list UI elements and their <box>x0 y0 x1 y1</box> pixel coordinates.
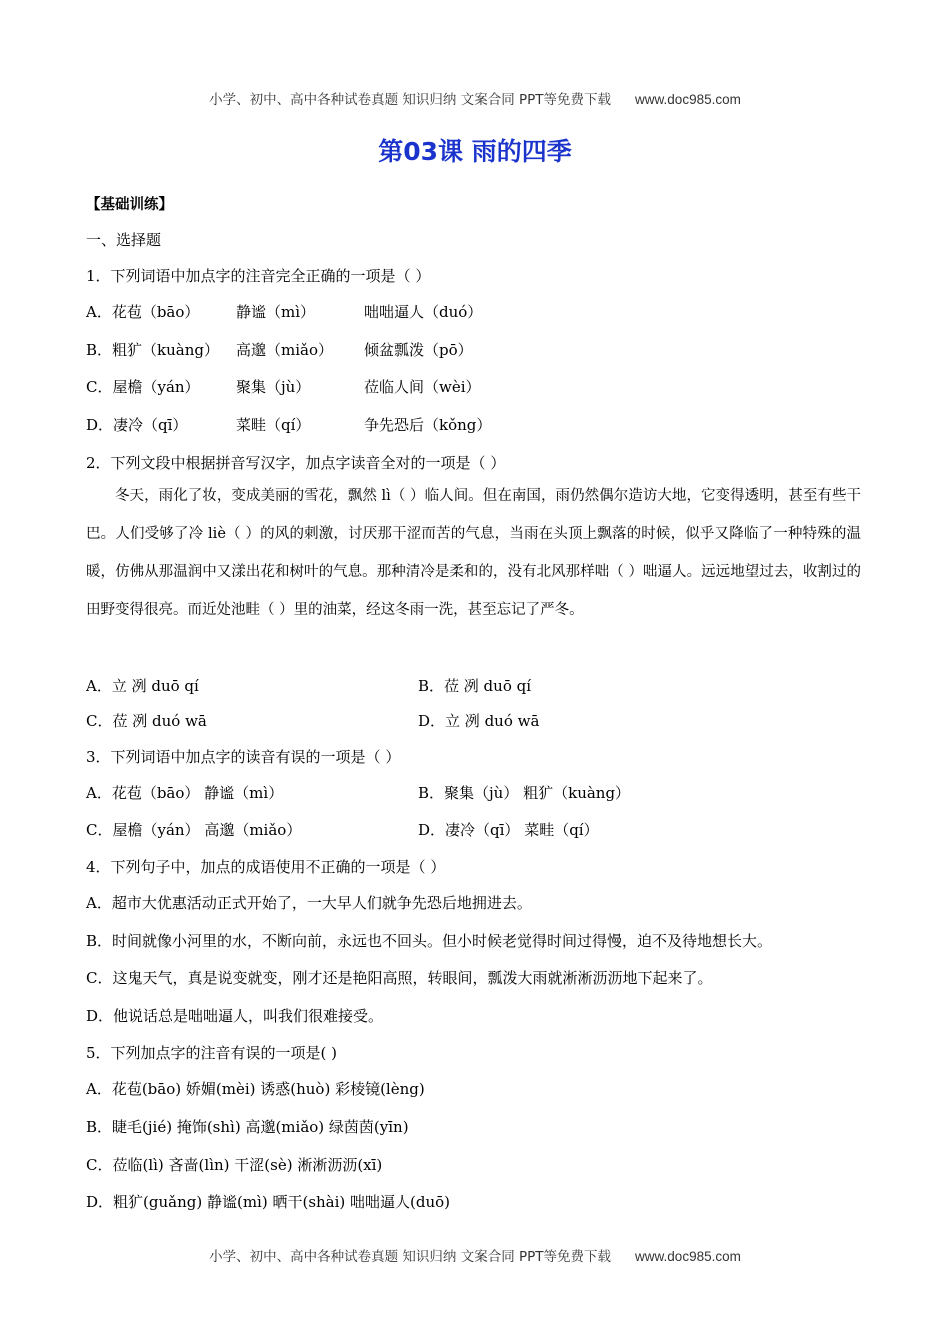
q5-option-b[interactable]: B．睫毛(jié) 掩饰(shì) 高邈(miǎo) 绿茵茵(yīn) <box>86 1118 409 1136</box>
q2-option-c[interactable]: C．莅 冽 duó wā <box>86 712 207 730</box>
q1-option-a[interactable]: A．花苞（bāo） 静谧（mì） 咄咄逼人（duó） <box>86 303 483 321</box>
header-text: 小学、初中、高中各种试卷真题 知识归纳 文案合同 PPT等免费下载 <box>209 92 612 108</box>
q5-option-a[interactable]: A．花苞(bāo) 娇媚(mèi) 诱惑(huò) 彩棱镜(lèng) <box>86 1080 425 1098</box>
page-header <box>0 88 950 108</box>
q1-stem: 1．下列词语中加点字的注音完全正确的一项是（ ） <box>86 267 431 285</box>
footer-site[interactable]: www.doc985.com <box>635 1249 741 1264</box>
q3-option-b[interactable]: B．聚集（jù） 粗犷（kuàng） <box>418 784 631 802</box>
q1-option-b[interactable]: B．粗犷（kuàng） 高邈（miǎo） 倾盆瓢泼（pō） <box>86 341 473 359</box>
q5-option-d[interactable]: D．粗犷(guǎng) 静谧(mì) 晒干(shài) 咄咄逼人(duō) <box>86 1193 451 1211</box>
q4-option-d[interactable]: D．他说话总是咄咄逼人，叫我们很难接受。 <box>86 1007 384 1025</box>
section-heading: 【基础训练】 <box>86 197 173 213</box>
q3-option-c[interactable]: C．屋檐（yán） 高邈（miǎo） <box>86 821 302 839</box>
page-title: 第03课 雨的四季 <box>378 137 572 166</box>
header-site[interactable]: www.doc985.com <box>635 92 741 107</box>
q3-stem: 3．下列词语中加点字的读音有误的一项是（ ） <box>86 748 401 766</box>
q5-option-c[interactable]: C．莅临(lì) 吝啬(lìn) 干涩(sè) 淅淅沥沥(xī) <box>86 1156 383 1174</box>
q2-passage: 冬天，雨化了妆，变成美丽的雪花，飘然 lì（ ）临人间。但在南国，雨仍然偶尔造访大地，它变得透明，甚至有些干巴。人们受够了冷 liè（ ）的风的刺激，讨厌那干涩而苦的气息，当雨在头顶上飘落的时候，似乎又降临了一种特殊的温暖，仿佛从那温润中又漾出花和树叶的气息。那种清冷是柔和的，没有北风那样咄（ ）咄逼人。远远地望过去，收割过的田野变得很亮。而近处池畦（ ）里的油菜，经这冬雨一洗，甚至忘记了严冬。 <box>86 488 861 618</box>
q2-stem: 2．下列文段中根据拼音写汉字，加点字读音全对的一项是（ ） <box>86 454 506 472</box>
q3-option-a[interactable]: A．花苞（bāo） 静谧（mì） <box>86 784 284 802</box>
q4-stem: 4．下列句子中，加点的成语使用不正确的一项是（ ） <box>86 858 446 876</box>
q2-option-d[interactable]: D．立 冽 duó wā <box>418 712 540 730</box>
q3-option-d[interactable]: D．凄冷（qī） 菜畦（qí） <box>418 821 599 839</box>
page-footer <box>0 1245 950 1265</box>
q2-option-b[interactable]: B．莅 冽 duō qí <box>418 677 532 695</box>
part-heading: 一、选择题 <box>86 231 162 249</box>
q5-stem: 5．下列加点字的注音有误的一项是( ) <box>86 1044 338 1062</box>
q1-option-d[interactable]: D．凄冷（qī） 菜畦（qí） 争先恐后（kǒng） <box>86 416 492 434</box>
q4-option-c[interactable]: C．这鬼天气，真是说变就变，刚才还是艳阳高照，转眼间，瓢泼大雨就淅淅沥沥地下起来了。 <box>86 969 713 987</box>
q4-option-b[interactable]: B．时间就像小河里的水，不断向前，永远也不回头。但小时候老觉得时间过得慢，迫不及待地想长大。 <box>86 932 773 950</box>
q1-option-c[interactable]: C．屋檐（yán） 聚集（jù） 莅临人间（wèi） <box>86 378 481 396</box>
q4-option-a[interactable]: A．超市大优惠活动正式开始了，一大早人们就争先恐后地拥进去。 <box>86 894 532 912</box>
footer-text: 小学、初中、高中各种试卷真题 知识归纳 文案合同 PPT等免费下载 <box>209 1249 612 1265</box>
q2-option-a[interactable]: A．立 冽 duō qí <box>86 677 199 695</box>
